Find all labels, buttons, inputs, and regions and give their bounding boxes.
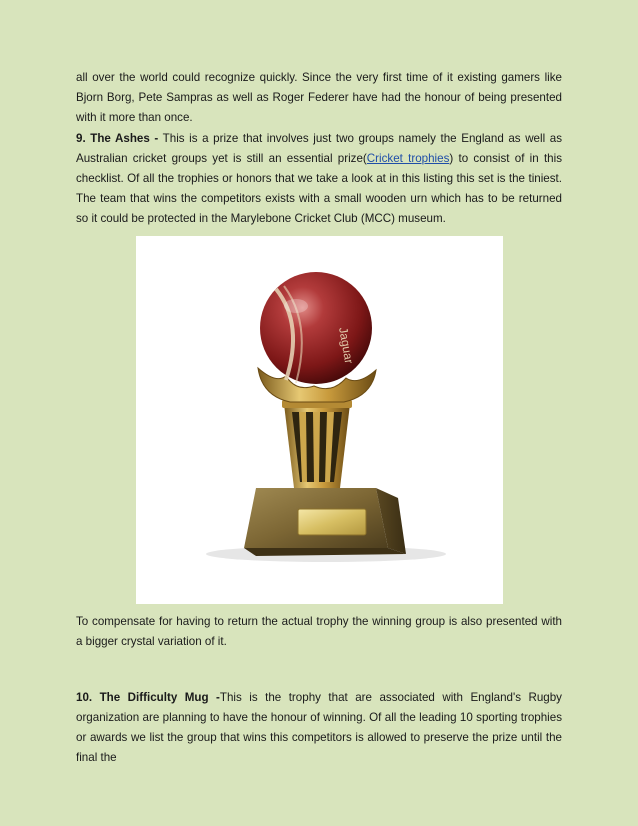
paragraph-ashes-text (76, 129, 562, 229)
mug-heading: 10. The Difficulty Mug - (76, 691, 220, 704)
paragraph-compensate (76, 612, 562, 652)
ashes-text-before: This is a prize that involves just two groups namely the England as well as Australian cricket groups yet is still an essential prize( (76, 132, 562, 165)
paragraph-text: all over the world could recognize quickly. Since the very first time of it existing gamers like Bjorn Borg, Pete Sampras as well as Roger Federer have had the honour of being presented with it more than once. (76, 71, 562, 124)
cricket-trophies-link[interactable]: Cricket trophies (366, 152, 450, 165)
paragraph-continuation (76, 68, 562, 128)
ball-highlight (284, 299, 308, 313)
paragraph-mug-text (76, 688, 562, 768)
ashes-text-after: ) to consist of in this checklist. Of all the trophies or honors that we take a look at in this listing this set is the tiniest. The team that wins the competitors exists with a small wooden urn which has to be returned so it could be protected in the Marylebone Cricket Club (MCC) museum. (76, 152, 563, 225)
cricket-trophy-illustration (136, 236, 503, 604)
paragraph-mug (76, 688, 562, 768)
column-stripe (313, 412, 320, 482)
cricket-trophy-photo (136, 236, 503, 604)
mug-text: This is the trophy that are associated with England's Rugby organization are planning to have the honour of winning. Of all the leading 10 sporting trophies or awards we list the group that wins this competitors is allowed to preserve the prize until the final the (76, 691, 562, 764)
paragraph-ashes (76, 129, 562, 229)
ball-brand-text: Jaguar (336, 326, 357, 365)
paragraph-compensate-text: To compensate for having to return the actual trophy the winning group is also presented with a bigger crystal variation of it. (76, 615, 562, 648)
ashes-heading: 9. The Ashes - (76, 132, 159, 145)
engraving-plate (298, 509, 366, 535)
